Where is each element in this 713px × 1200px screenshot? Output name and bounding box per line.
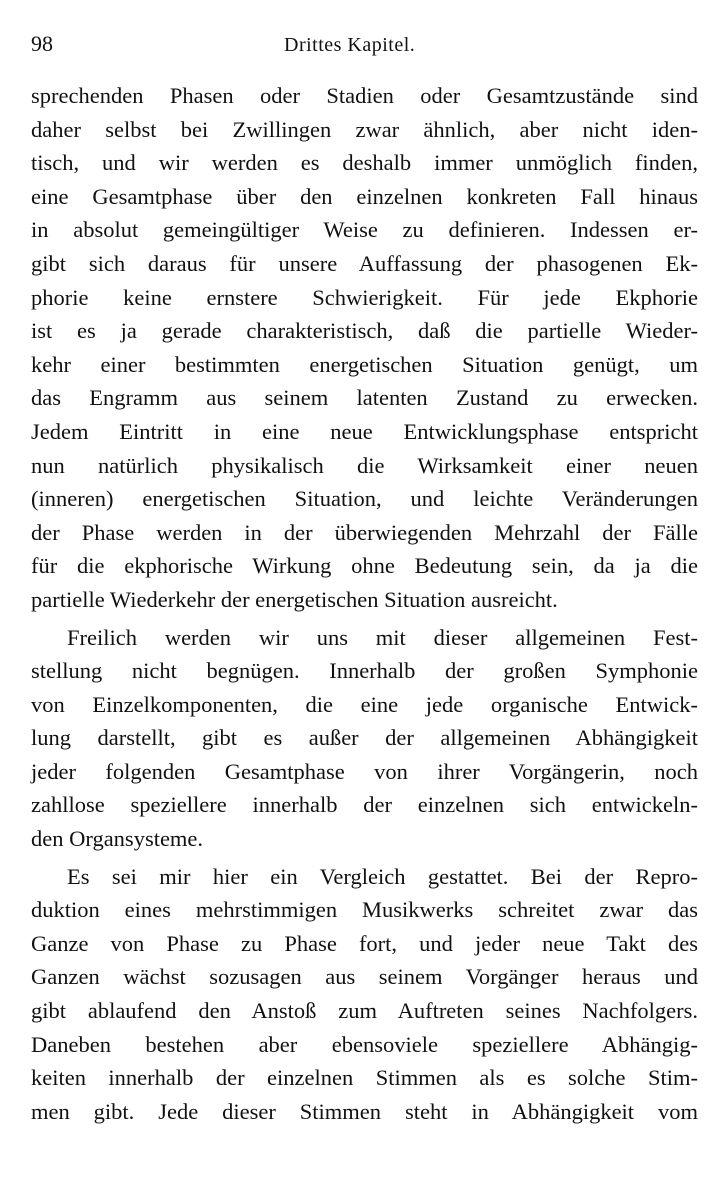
text-line: duktion eines mehrstimmigen Musikwerks schreitet zwar das [31,897,698,923]
text-line: partielle Wiederkehr der energetischen Situation ausreicht. [31,586,558,612]
text-line: für die ekphorische Wirkung ohne Bedeutung sein, da ja die [31,553,698,579]
paragraph [31,860,698,1129]
text-line: ist es ja gerade charakteristisch, daß die partielle Wieder- [31,318,698,344]
text-line: (inneren) energetischen Situation, und leichte Veränderungen [31,486,698,512]
text-line: Ganzen wächst sozusagen aus seinem Vorgänger heraus und [31,964,698,990]
text-line: nun natürlich physikalisch die Wirksamkeit einer neuen [31,452,698,478]
text-line: kehr einer bestimmten energetischen Situation genügt, um [31,351,698,377]
text-line: lung darstellt, gibt es außer der allgemeinen Abhängigkeit [31,725,698,751]
text-line: Freilich werden wir uns mit dieser allgemeinen Fest- [67,624,698,650]
text-line: jeder folgenden Gesamtphase von ihrer Vorgängerin, noch [31,758,698,784]
text-line: keiten innerhalb der einzelnen Stimmen als es solche Stim- [31,1065,698,1091]
page-header [31,30,698,60]
text-line: daher selbst bei Zwillingen zwar ähnlich, aber nicht iden- [31,116,698,142]
text-line: tisch, und wir werden es deshalb immer unmöglich finden, [31,150,698,176]
text-line: eine Gesamtphase über den einzelnen konkreten Fall hinaus [31,183,698,209]
text-line: Ganze von Phase zu Phase fort, und jeder neue Takt des [31,930,698,956]
text-line: men gibt. Jede dieser Stimmen steht in Abhängigkeit vom [31,1098,698,1124]
paragraph [31,621,698,856]
text-line: Es sei mir hier ein Vergleich gestattet. Bei der Repro- [67,863,698,889]
text-line: von Einzelkomponenten, die eine jede organische Entwick- [31,691,698,717]
text-line: zahllose speziellere innerhalb der einzelnen sich entwickeln- [31,792,698,818]
text-line: stellung nicht begnügen. Innerhalb der großen Symphonie [31,658,698,684]
text-line: Jedem Eintritt in eine neue Entwicklungsphase entspricht [31,418,698,444]
running-head: Drittes Kapitel. [284,34,416,56]
paragraph [31,79,698,617]
text-line: Daneben bestehen aber ebensoviele speziellere Abhängig- [31,1031,698,1057]
text-line: sprechenden Phasen oder Stadien oder Gesamtzustände sind [31,83,698,108]
text-line: gibt ablaufend den Anstoß zum Auftreten seines Nachfolgers. [31,998,698,1024]
body-text [31,79,698,1128]
text-line: phorie keine ernstere Schwierigkeit. Für jede Ekphorie [31,284,698,310]
text-line: gibt sich daraus für unsere Auffassung der phasogenen Ek- [31,250,698,276]
text-line: das Engramm aus seinem latenten Zustand zu erwecken. [31,385,698,411]
text-line: in absolut gemeingültiger Weise zu definieren. Indessen er- [31,217,698,243]
text-line: der Phase werden in der überwiegenden Mehrzahl der Fälle [31,519,698,545]
text-line: den Organsysteme. [31,826,204,852]
page-number: 98 [31,31,53,56]
